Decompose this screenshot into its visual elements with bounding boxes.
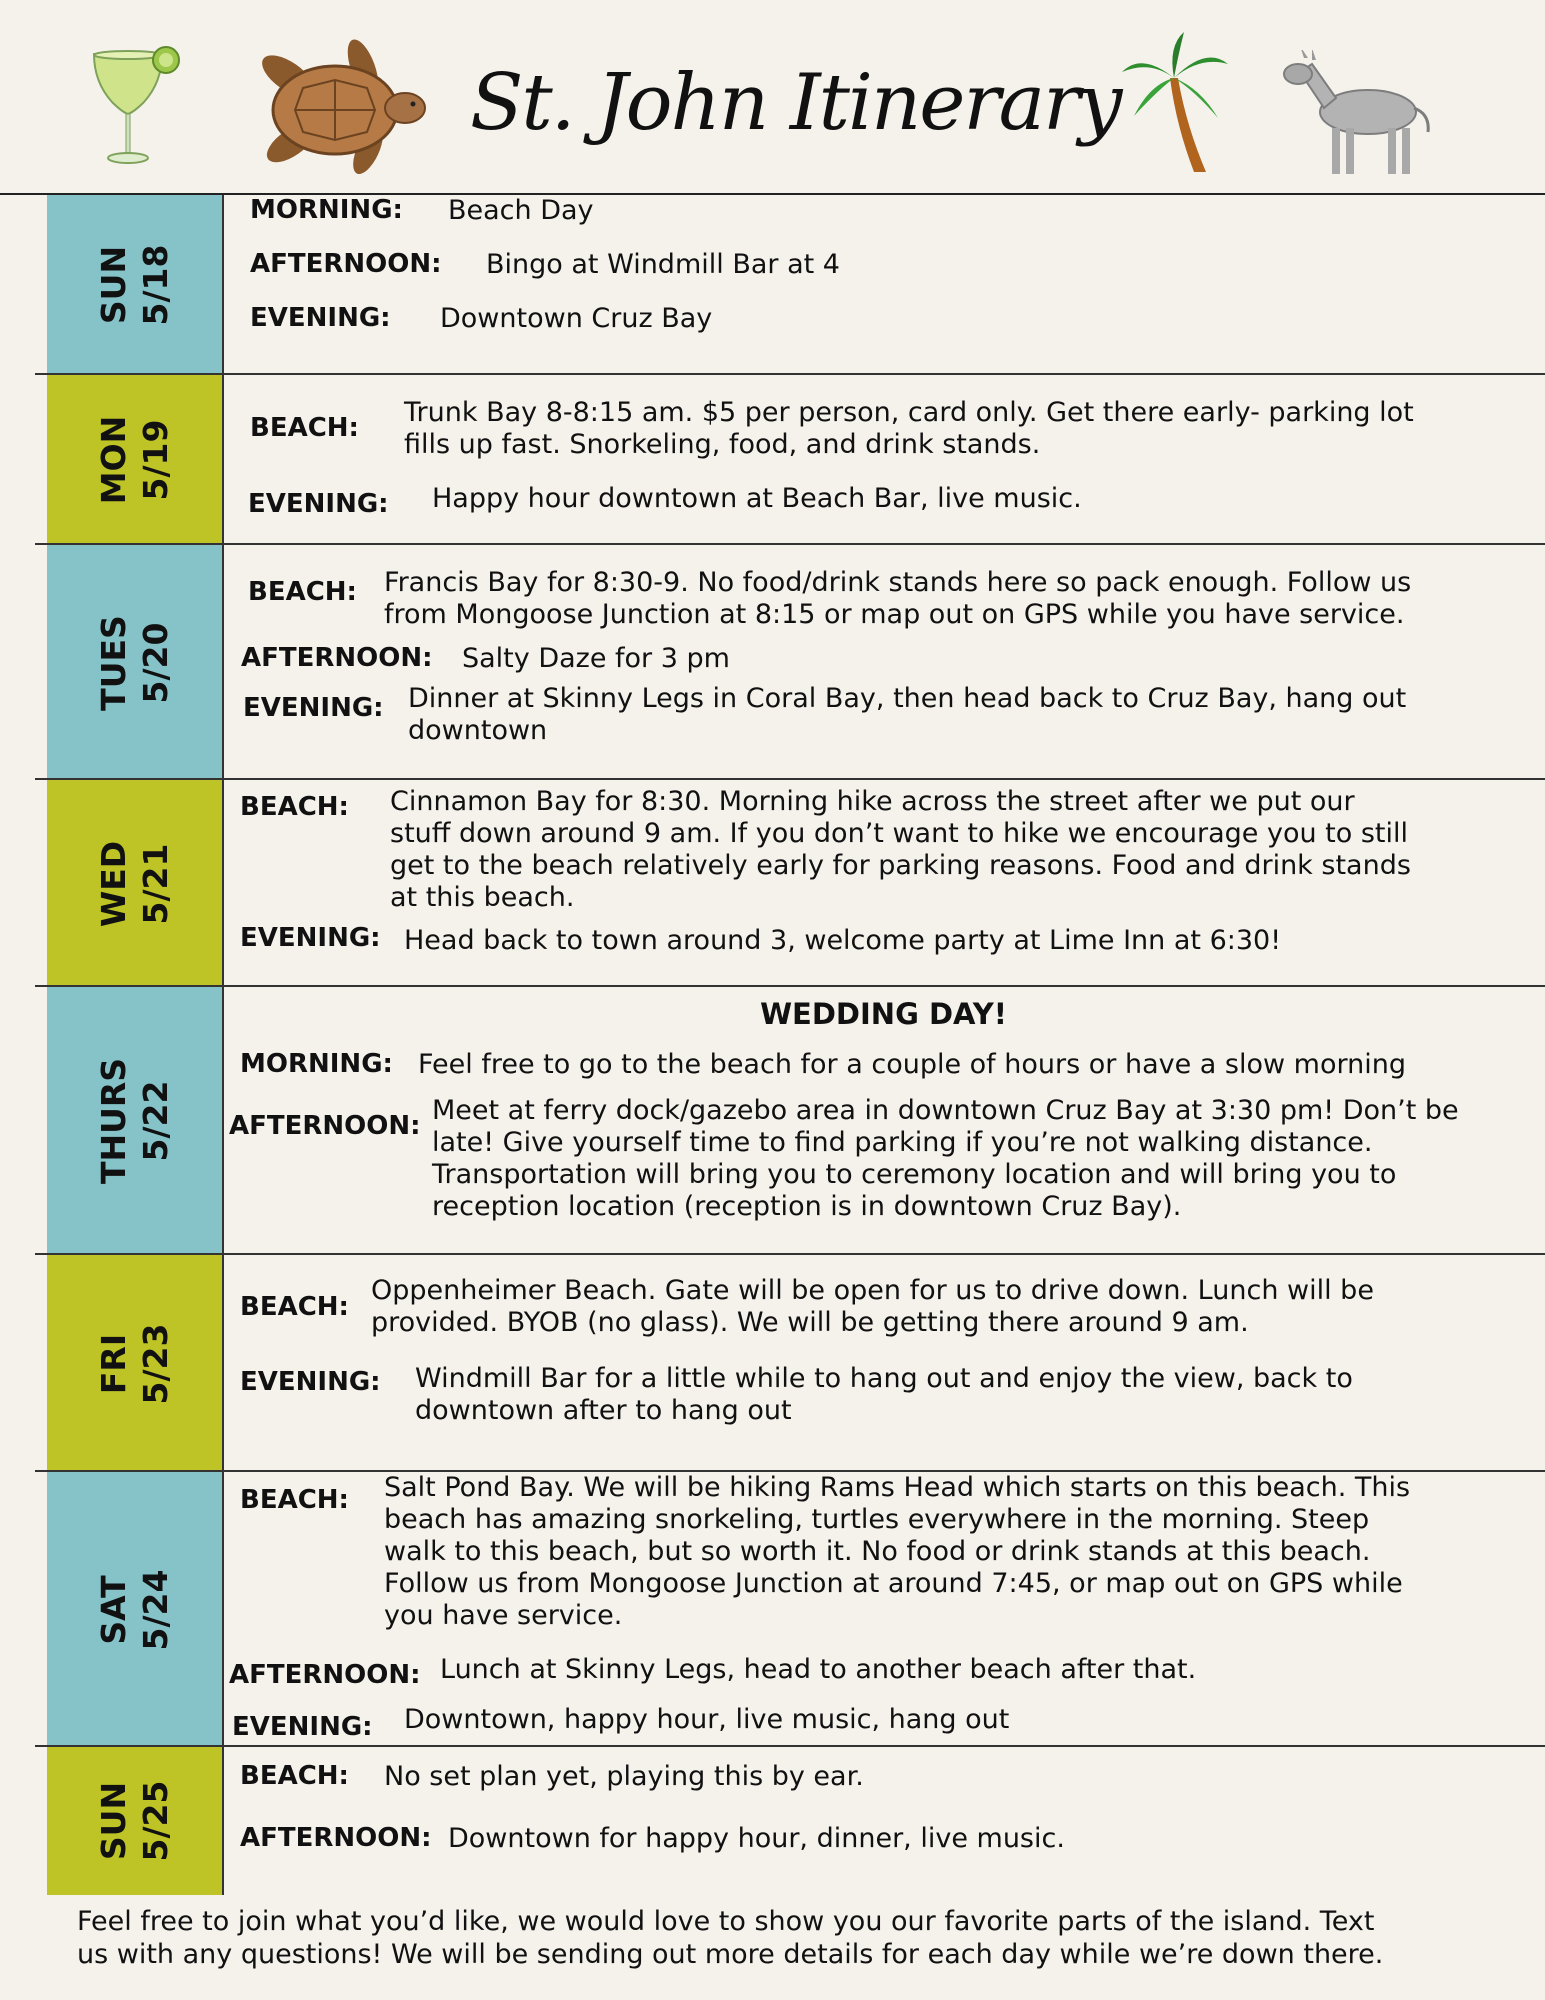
- activity-label: AFTERNOON:: [229, 1660, 421, 1690]
- day-name: TUES: [93, 614, 133, 711]
- activity-text-line: Meet at ferry dock/gazebo area in downtown Cruz Bay at 3:30 pm! Don’t be: [432, 1095, 1459, 1126]
- activity-text-line: provided. BYOB (no glass). We will be getting there around 9 am.: [371, 1307, 1249, 1338]
- day-sidebar: [47, 375, 224, 545]
- day-row: [0, 545, 1545, 780]
- activity-label: EVENING:: [240, 1367, 381, 1397]
- activity-text-line: reception location (reception is in downtown Cruz Bay).: [432, 1191, 1182, 1222]
- activity-label: AFTERNOON:: [240, 1823, 432, 1853]
- activity-label: AFTERNOON:: [229, 1111, 421, 1141]
- activity-text-line: Windmill Bar for a little while to hang out and enjoy the view, back to: [415, 1363, 1353, 1394]
- day-row: [0, 1255, 1545, 1472]
- activity-label: EVENING:: [243, 693, 384, 723]
- day-date-label: [93, 1569, 177, 1650]
- donkey-icon: [1280, 50, 1440, 180]
- day-date: 5/18: [135, 244, 175, 326]
- margarita-icon: [88, 46, 183, 171]
- activity-text: [390, 786, 1411, 914]
- activity-text-line: beach has amazing snorkeling, turtles everywhere in the morning. Steep: [384, 1504, 1370, 1535]
- activity-text-line: from Mongoose Junction at 8:15 or map out on GPS while you have service.: [384, 599, 1405, 630]
- activity-text-line: Francis Bay for 8:30-9. No food/drink stands here so pack enough. Follow us: [384, 567, 1412, 598]
- activity-text: Beach Day: [448, 195, 594, 226]
- day-sidebar: [47, 545, 224, 780]
- activity-text-line: at this beach.: [390, 882, 575, 913]
- day-headline: WEDDING DAY!: [760, 997, 1007, 1031]
- activity-text: Downtown for happy hour, dinner, live music.: [448, 1823, 1065, 1854]
- activity-text-line: fills up fast. Snorkeling, food, and drink stands.: [404, 429, 1041, 460]
- sea-turtle-icon: [243, 38, 428, 178]
- day-date: 5/22: [135, 1080, 175, 1162]
- day-row: [0, 987, 1545, 1255]
- activity-text: No set plan yet, playing this by ear.: [384, 1761, 864, 1792]
- day-date-label: [93, 1781, 177, 1862]
- activity-text: Head back to town around 3, welcome party at Lime Inn at 6:30!: [404, 925, 1282, 956]
- day-date-label: [93, 245, 177, 326]
- day-date: 5/25: [135, 1780, 175, 1862]
- footer-note: [77, 1905, 1517, 1971]
- day-row: [0, 195, 1545, 375]
- day-date-label: [93, 615, 177, 711]
- activity-text-line: Trunk Bay 8-8:15 am. $5 per person, card only. Get there early- parking lot: [404, 397, 1414, 428]
- activity-label: MORNING:: [240, 1049, 393, 1079]
- activity-text: Lunch at Skinny Legs, head to another beach after that.: [440, 1654, 1197, 1685]
- day-name: MON: [93, 415, 133, 505]
- activity-text-line: Follow us from Mongoose Junction at around 7:45, or map out on GPS while: [384, 1568, 1403, 1599]
- activity-text-line: late! Give yourself time to find parking if you’re not walking distance.: [432, 1127, 1373, 1158]
- day-sidebar: [47, 1255, 224, 1472]
- activity-text: [432, 1095, 1459, 1223]
- activity-text-line: stuff down around 9 am. If you don’t want to hike we encourage you to still: [390, 818, 1409, 849]
- activity-label: BEACH:: [240, 1761, 349, 1791]
- page-header: [0, 0, 1545, 193]
- activity-text: Downtown Cruz Bay: [440, 303, 713, 334]
- activity-text-line: Salt Pond Bay. We will be hiking Rams Head which starts on this beach. This: [384, 1472, 1411, 1503]
- activity-text: [384, 567, 1411, 631]
- day-name: SUN: [93, 1781, 133, 1861]
- activity-text-line: Transportation will bring you to ceremony location and will bring you to: [432, 1159, 1397, 1190]
- activity-text-line: Oppenheimer Beach. Gate will be open for us to drive down. Lunch will be: [371, 1275, 1374, 1306]
- day-name: SUN: [93, 245, 133, 325]
- activity-label: BEACH:: [248, 577, 357, 607]
- activity-label: EVENING:: [248, 489, 389, 519]
- activity-text: [415, 1363, 1353, 1427]
- activity-text: [408, 683, 1406, 747]
- footer-line: us with any questions! We will be sending out more details for each day while we’re down there.: [77, 1939, 1384, 1970]
- activity-label: BEACH:: [240, 1485, 349, 1515]
- day-sidebar: [47, 987, 224, 1255]
- activity-text-line: Cinnamon Bay for 8:30. Morning hike across the street after we put our: [390, 786, 1355, 817]
- activity-text-line: downtown after to hang out: [415, 1395, 792, 1426]
- day-date: 5/23: [135, 1323, 175, 1404]
- activity-label: EVENING:: [232, 1712, 373, 1742]
- day-date: 5/19: [135, 419, 175, 501]
- day-sidebar: [47, 780, 224, 987]
- day-date: 5/21: [135, 843, 175, 924]
- day-name: FRI: [93, 1333, 133, 1394]
- day-date-label: [93, 840, 177, 926]
- activity-label: EVENING:: [240, 923, 381, 953]
- page-title: St. John Itinerary: [470, 58, 1121, 148]
- day-sidebar: [47, 1747, 224, 1895]
- day-name: WED: [93, 840, 133, 927]
- day-sidebar: [47, 195, 224, 375]
- day-row: [0, 780, 1545, 987]
- activity-text: Bingo at Windmill Bar at 4: [486, 249, 840, 280]
- activity-label: MORNING:: [250, 195, 403, 225]
- activity-text-line: get to the beach relatively early for parking reasons. Food and drink stands: [390, 850, 1411, 881]
- day-sidebar: [47, 1472, 224, 1747]
- day-date: 5/20: [135, 622, 175, 703]
- day-date-label: [93, 416, 177, 505]
- activity-label: BEACH:: [240, 792, 349, 822]
- activity-text-line: you have service.: [384, 1600, 623, 1631]
- day-date-label: [93, 1058, 177, 1184]
- activity-text: [371, 1275, 1374, 1339]
- activity-text: Downtown, happy hour, live music, hang out: [404, 1704, 1010, 1735]
- activity-label: AFTERNOON:: [241, 643, 433, 673]
- activity-text: Feel free to go to the beach for a couple of hours or have a slow morning: [418, 1049, 1406, 1080]
- activity-text-line: walk to this beach, but so worth it. No food or drink stands at this beach.: [384, 1536, 1371, 1567]
- activity-text: Salty Daze for 3 pm: [462, 643, 730, 674]
- footer-line: Feel free to join what you’d like, we would love to show you our favorite parts of the island. Text: [77, 1906, 1375, 1937]
- day-name: THURS: [93, 1057, 133, 1185]
- activity-label: AFTERNOON:: [250, 249, 442, 279]
- activity-text: Happy hour downtown at Beach Bar, live music.: [432, 483, 1082, 514]
- activity-text: [384, 1472, 1410, 1632]
- activity-label: BEACH:: [250, 413, 359, 443]
- day-row: [0, 1747, 1545, 1895]
- palm-tree-icon: [1120, 30, 1230, 180]
- activity-text: [404, 397, 1414, 461]
- day-row: [0, 375, 1545, 545]
- day-row: [0, 1472, 1545, 1747]
- activity-label: BEACH:: [240, 1292, 349, 1322]
- day-name: SAT: [93, 1574, 133, 1645]
- activity-text-line: downtown: [408, 715, 548, 746]
- activity-label: EVENING:: [250, 303, 391, 333]
- day-date: 5/24: [135, 1569, 175, 1650]
- activity-text-line: Dinner at Skinny Legs in Coral Bay, then head back to Cruz Bay, hang out: [408, 683, 1407, 714]
- day-date-label: [93, 1323, 177, 1404]
